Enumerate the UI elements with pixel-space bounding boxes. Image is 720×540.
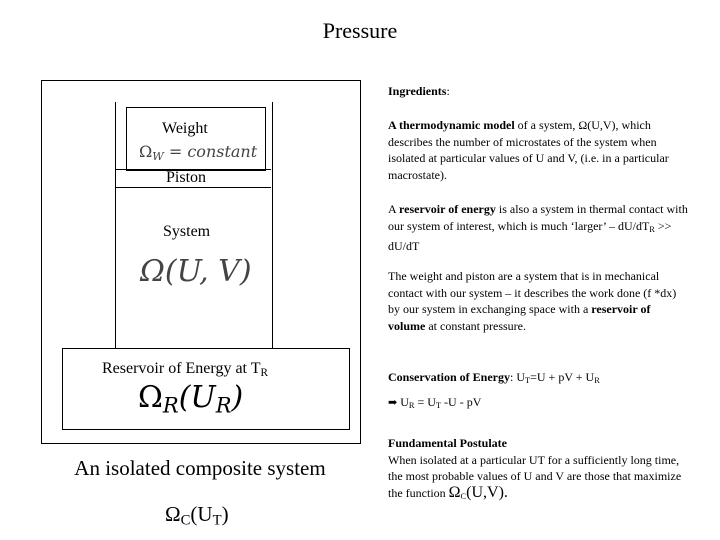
weight-label: Weight <box>162 120 208 137</box>
system-formula: Ω(U, V) <box>140 254 252 289</box>
reservoir-label: Reservoir of Energy at $T_R$ <box>102 360 268 379</box>
ingredient-reservoir-energy: A reservoir of energy is also a system in thermal contact with our system of interest, which is much ‘larger’ – $dU/dT_R >> dU/dT$ <box>388 202 688 254</box>
arrow-icon: ➡ <box>388 396 398 409</box>
diagram-caption: An isolated composite system <box>74 456 326 480</box>
ingredients-heading: Ingredients: <box>388 84 450 98</box>
ingredient-weight-piston: The weight and piston are a system that is in mechanical contact with our system – it describes the work done (f *dx) by our system in exchanging space with a reservoir of volume at constant pressure. <box>388 269 677 333</box>
piston-label: Piston <box>166 169 207 186</box>
ingredient-thermodynamic-model: A thermodynamic model of a system, Ω(U,V), which describes the number of microstates of the system when isolated at particular values of U and V, (i.e. in a particular macrostate). <box>388 118 669 182</box>
reservoir-formula: $\Omega_R(U_R)$ <box>138 380 244 418</box>
composite-omega: $\Omega_C(U_T)$ <box>165 502 229 529</box>
page-title: Pressure <box>322 18 398 43</box>
system-label: System <box>163 223 211 240</box>
conservation-of-energy: Conservation of Energy: $U_T=U$ + pV + $U_R$ ➡ $U_R = U_T$ -U - pV <box>388 370 600 410</box>
fundamental-postulate: Fundamental Postulate When isolated at a particular UT for a sufficiently long time, the most probable values of U and V are those that maximize the function $\Omega_C(U,V)$. <box>388 436 682 501</box>
weight-formula: $\Omega_W$ = constant <box>139 142 258 163</box>
